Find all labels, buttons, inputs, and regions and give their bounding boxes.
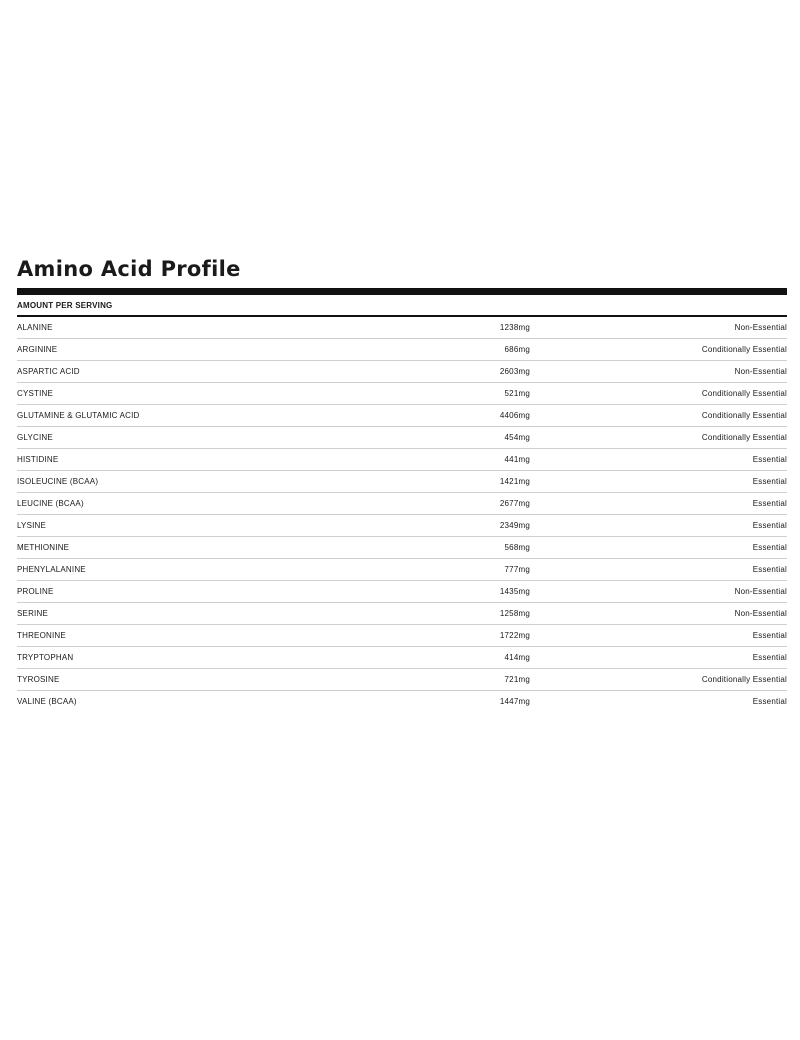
amino-acid-name: PROLINE <box>17 587 54 596</box>
table-row <box>17 669 787 691</box>
amino-acid-classification: Essential <box>752 565 787 574</box>
table-row <box>17 603 787 625</box>
amino-acid-name: GLYCINE <box>17 433 53 442</box>
amino-acid-classification: Non-Essential <box>734 587 787 596</box>
amino-acid-amount: 2349mg <box>499 521 530 530</box>
table-row <box>17 493 787 515</box>
amino-acid-classification: Essential <box>752 697 787 706</box>
amino-acid-amount: 1258mg <box>499 609 530 618</box>
amino-acid-classification: Essential <box>752 653 787 662</box>
amino-acid-name: ARGININE <box>17 345 58 354</box>
amino-acid-amount: 686mg <box>504 345 530 354</box>
amino-acid-classification: Conditionally Essential <box>701 675 787 684</box>
table-row <box>17 515 787 537</box>
table-row <box>17 559 787 581</box>
amino-acid-profile-panel <box>17 254 787 712</box>
amino-acid-name: HISTIDINE <box>17 455 59 464</box>
amino-acid-name: ALANINE <box>17 323 53 332</box>
amino-acid-classification: Conditionally Essential <box>701 345 787 354</box>
amino-acid-amount: 1722mg <box>499 631 530 640</box>
page-title: Amino Acid Profile <box>17 257 241 281</box>
amino-acid-name: TRYPTOPHAN <box>17 653 74 662</box>
table-row <box>17 383 787 405</box>
amino-acid-amount: 568mg <box>504 543 530 552</box>
amino-acid-classification: Non-Essential <box>734 323 787 332</box>
table-header: AMOUNT PER SERVING <box>17 301 113 310</box>
amino-acid-amount: 1447mg <box>499 697 530 706</box>
amino-acid-amount: 454mg <box>504 433 530 442</box>
amino-acid-name: METHIONINE <box>17 543 70 552</box>
amino-acid-classification: Conditionally Essential <box>701 389 787 398</box>
amino-acid-name: TYROSINE <box>17 675 60 684</box>
amino-acid-amount: 414mg <box>504 653 530 662</box>
table-row <box>17 449 787 471</box>
amino-acid-name: THREONINE <box>17 631 66 640</box>
amino-acid-amount: 2677mg <box>499 499 530 508</box>
table-row <box>17 647 787 669</box>
amino-acid-name: LYSINE <box>17 521 47 530</box>
table-row <box>17 317 787 339</box>
amino-acid-amount: 777mg <box>504 565 530 574</box>
table-row <box>17 625 787 647</box>
table-row <box>17 537 787 559</box>
amino-acid-classification: Essential <box>752 455 787 464</box>
amino-acid-classification: Essential <box>752 631 787 640</box>
amino-acid-name: SERINE <box>17 609 48 618</box>
amino-acid-name: ASPARTIC ACID <box>17 367 80 376</box>
amino-acid-amount: 441mg <box>504 455 530 464</box>
amino-acid-name: CYSTINE <box>17 389 54 398</box>
table-row <box>17 361 787 383</box>
table-row <box>17 339 787 361</box>
amino-acid-amount: 721mg <box>504 675 530 684</box>
amino-acid-amount: 2603mg <box>499 367 530 376</box>
table-row <box>17 471 787 493</box>
amino-acid-amount: 1421mg <box>499 477 530 486</box>
amino-acid-name: VALINE (BCAA) <box>17 697 77 706</box>
table-row <box>17 581 787 603</box>
amino-acid-classification: Non-Essential <box>734 367 787 376</box>
amino-acid-amount: 1435mg <box>499 587 530 596</box>
amino-acid-classification: Conditionally Essential <box>701 433 787 442</box>
table-row <box>17 427 787 449</box>
amino-acid-amount: 1238mg <box>499 323 530 332</box>
amino-acid-classification: Essential <box>752 521 787 530</box>
table-row <box>17 405 787 427</box>
title-divider <box>17 288 787 295</box>
amino-acid-classification: Essential <box>752 477 787 486</box>
amino-acid-classification: Essential <box>752 543 787 552</box>
amino-acid-amount: 4406mg <box>499 411 530 420</box>
amino-acid-classification: Essential <box>752 499 787 508</box>
amino-acid-name: GLUTAMINE & GLUTAMIC ACID <box>17 411 140 420</box>
amino-acid-name: LEUCINE (BCAA) <box>17 499 84 508</box>
table-row <box>17 691 787 712</box>
amino-acid-name: ISOLEUCINE (BCAA) <box>17 477 99 486</box>
amino-acid-name: PHENYLALANINE <box>17 565 86 574</box>
amino-acid-classification: Non-Essential <box>734 609 787 618</box>
amino-acid-amount: 521mg <box>504 389 530 398</box>
amino-acid-classification: Conditionally Essential <box>701 411 787 420</box>
amino-acid-table <box>17 317 787 712</box>
